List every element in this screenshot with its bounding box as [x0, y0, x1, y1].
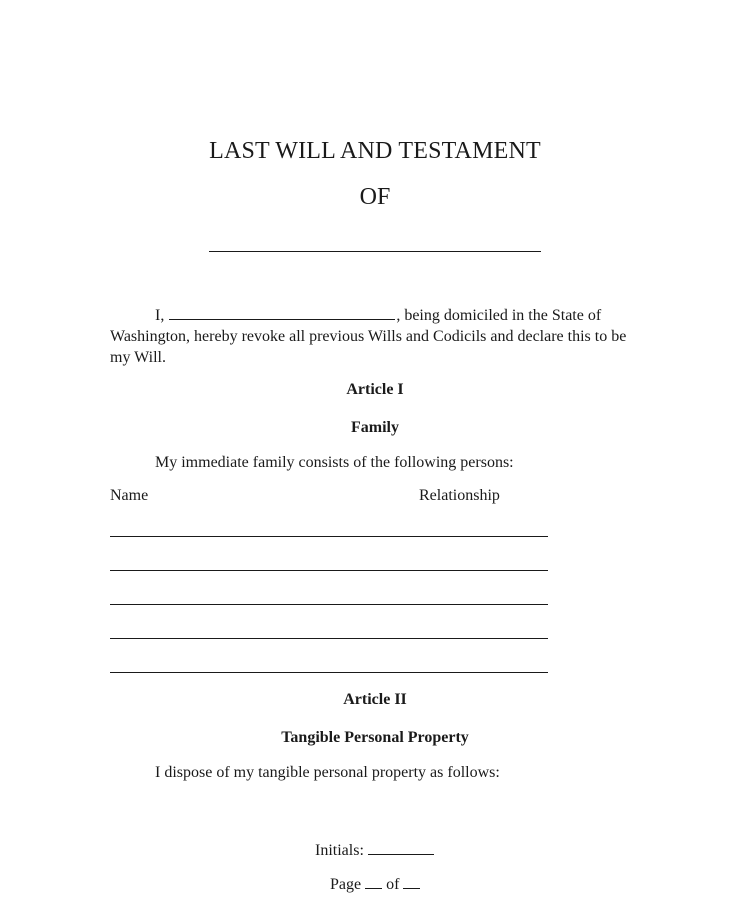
intro-name-blank[interactable] [169, 305, 395, 320]
initials-blank[interactable] [368, 840, 434, 855]
initials-field [315, 840, 434, 860]
family-entry-line[interactable] [110, 536, 548, 537]
column-label-relationship: Relationship [419, 487, 500, 504]
article-1-number: Article I [346, 381, 404, 398]
family-entry-line[interactable] [110, 638, 548, 639]
initials-label: Initials: [315, 842, 364, 859]
page-label: Page [330, 876, 362, 893]
article-1-statement: My immediate family consists of the following persons: [155, 454, 514, 471]
column-label-name: Name [110, 487, 149, 504]
family-entry-line[interactable] [110, 604, 548, 605]
article-2-number: Article II [343, 691, 407, 708]
testator-name-blank[interactable] [209, 251, 541, 252]
of-label: of [386, 876, 400, 893]
family-entry-line[interactable] [110, 672, 548, 673]
intro-paragraph [110, 305, 645, 368]
document-title: LAST WILL AND TESTAMENT [209, 138, 541, 164]
article-1-heading: Family [351, 419, 399, 436]
page-total-blank[interactable] [403, 874, 420, 889]
page-number-blank[interactable] [365, 874, 382, 889]
intro-prefix: I, [155, 307, 165, 324]
article-2-statement: I dispose of my tangible personal property as follows: [155, 764, 500, 781]
article-2-heading: Tangible Personal Property [281, 729, 469, 746]
family-entry-line[interactable] [110, 570, 548, 571]
document-subtitle: OF [359, 184, 391, 210]
page-number-field [330, 874, 420, 894]
intro-text: , being domiciled in the State of Washington, hereby revoke all previous Wills and Codicils and declare this to be my Will. [110, 307, 627, 366]
